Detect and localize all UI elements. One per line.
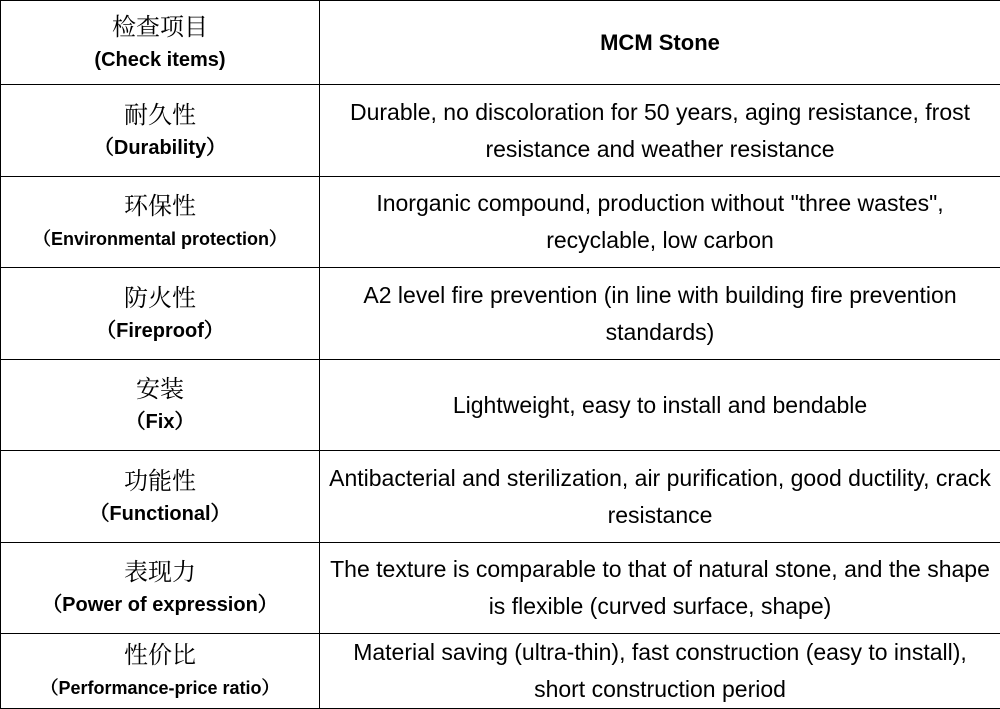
table-row: [1, 543, 1000, 634]
table-row: [1, 451, 1000, 543]
check-items-header-cell: [1, 1, 320, 85]
item-name-zh: 表现力: [9, 555, 311, 589]
item-cell: [1, 360, 320, 451]
item-name-zh: 环保性: [9, 189, 311, 223]
item-name-en: （Functional）: [9, 498, 311, 530]
header-row: [1, 1, 1000, 85]
table-row: [1, 177, 1000, 268]
item-cell: [1, 543, 320, 634]
item-name-en: （Durability）: [9, 132, 311, 164]
table-row: [1, 85, 1000, 177]
item-description: The texture is comparable to that of natural stone, and the shape is flexible (curved surface, shape): [320, 543, 1000, 634]
check-items-header-en: (Check items): [9, 44, 311, 76]
item-name-en: （Fireproof）: [9, 315, 311, 347]
item-description: A2 level fire prevention (in line with building fire prevention standards): [320, 268, 1000, 360]
item-name-zh: 耐久性: [9, 98, 311, 132]
item-description: Antibacterial and sterilization, air purification, good ductility, crack resistance: [320, 451, 1000, 543]
item-name-zh: 性价比: [9, 638, 311, 672]
item-name-zh: 安装: [9, 372, 311, 406]
item-name-zh: 功能性: [9, 464, 311, 498]
table-row: [1, 360, 1000, 451]
item-description: Lightweight, easy to install and bendable: [320, 360, 1000, 451]
item-description: Material saving (ultra-thin), fast construction (easy to install), short construction period: [320, 634, 1000, 709]
table-row: [1, 268, 1000, 360]
table-row: [1, 634, 1000, 709]
item-name-en: （Performance-price ratio）: [9, 672, 311, 704]
item-name-zh: 防火性: [9, 281, 311, 315]
item-name-en: （Power of expression）: [9, 589, 311, 621]
item-cell: [1, 451, 320, 543]
item-name-en: （Fix）: [9, 406, 311, 438]
item-name-en: （Environmental protection）: [9, 223, 311, 255]
check-items-header-zh: 检查项目: [9, 10, 311, 44]
item-cell: [1, 85, 320, 177]
item-description: Inorganic compound, production without "three wastes", recyclable, low carbon: [320, 177, 1000, 268]
item-cell: [1, 634, 320, 709]
item-description: Durable, no discoloration for 50 years, aging resistance, frost resistance and weather resistance: [320, 85, 1000, 177]
item-cell: [1, 268, 320, 360]
material-header: MCM Stone: [320, 1, 1000, 85]
item-cell: [1, 177, 320, 268]
